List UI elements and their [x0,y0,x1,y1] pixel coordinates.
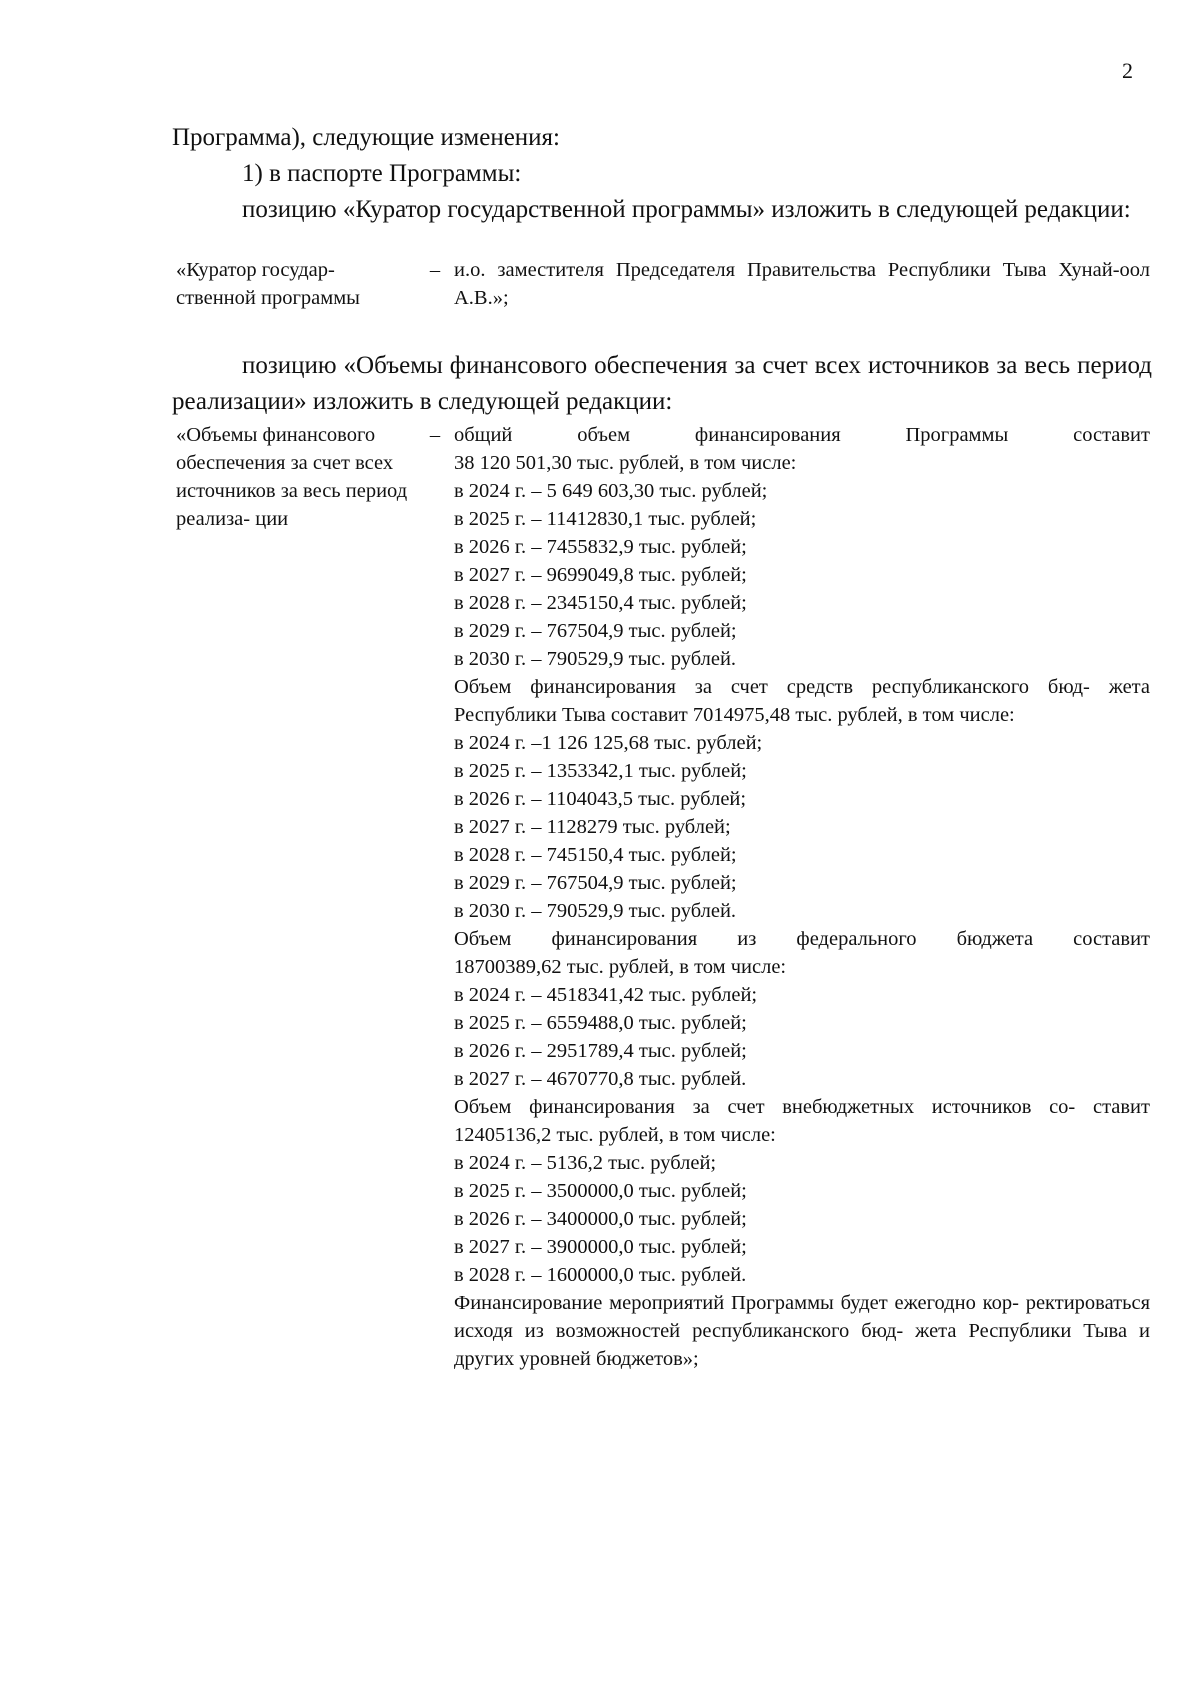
finance-row [176,421,1150,1373]
total-year-2025: в 2025 г. – 11412830,1 тыс. рублей; [454,508,757,530]
curator-value-text: и.о. заместителя Председателя Правительства Республики Тыва Хунай-оол А.В.»; [454,259,1150,309]
total-year-2026: в 2026 г. – 7455832,9 тыс. рублей; [454,536,747,558]
curator-dash: – [429,259,441,281]
intro-line-3: позицию «Куратор государственной программы» изложить в следующей редакции: [242,196,1131,223]
finance-intro: позицию «Объемы финансового обеспечения за счет всех источников за весь период реализации» изложить в следующей редакции: [172,352,1152,415]
page-number: 2 [1122,58,1133,83]
total-year-2024: в 2024 г. – 5 649 603,30 тыс. рублей; [454,480,768,502]
regional-year-2029: в 2029 г. – 767504,9 тыс. рублей; [454,872,737,894]
intro-block [172,120,1152,228]
extrabudget-year-2026: в 2026 г. – 3400000,0 тыс. рублей; [454,1208,747,1230]
regional-year-2026: в 2026 г. – 1104043,5 тыс. рублей; [454,788,747,810]
extrabudget-intro: Объем финансирования за счет внебюджетных источников со- ставит 12405136,2 тыс. рублей, в том числе: [454,1096,1150,1146]
federal-year-2027: в 2027 г. – 4670770,8 тыс. рублей. [454,1068,747,1090]
regional-year-2025: в 2025 г. – 1353342,1 тыс. рублей; [454,760,747,782]
federal-intro-line-2: 18700389,62 тыс. рублей, в том числе: [454,956,787,978]
closing-paragraph: Финансирование мероприятий Программы будет ежегодно кор- ректироваться исходя из возможностей республиканского бюд- жета Республики Тыва и других уровней бюджетов»; [454,1292,1150,1370]
regional-year-2027: в 2027 г. – 1128279 тыс. рублей; [454,816,731,838]
total-intro-line-2: 38 120 501,30 тыс. рублей, в том числе: [454,452,797,474]
extrabudget-year-2027: в 2027 г. – 3900000,0 тыс. рублей; [454,1236,747,1258]
regional-year-2030: в 2030 г. – 790529,9 тыс. рублей. [454,900,737,922]
curator-row [176,256,1150,312]
curator-label: «Куратор государ- ственной программы [176,259,360,309]
federal-intro-line-1: Объем финансирования из федерального бюджета составит [454,928,1150,950]
total-year-2029: в 2029 г. – 767504,9 тыс. рублей; [454,620,737,642]
curator-value [454,256,1150,312]
total-year-2027: в 2027 г. – 9699049,8 тыс. рублей; [454,564,747,586]
finance-intro-block [172,348,1152,420]
federal-year-2025: в 2025 г. – 6559488,0 тыс. рублей; [454,1012,747,1034]
finance-label: «Объемы финансового обеспечения за счет всех источников за весь период реализа- ции [176,424,408,530]
federal-year-2024: в 2024 г. – 4518341,42 тыс. рублей; [454,984,758,1006]
regional-year-2024: в 2024 г. –1 126 125,68 тыс. рублей; [454,732,763,754]
federal-year-2026: в 2026 г. – 2951789,4 тыс. рублей; [454,1040,747,1062]
total-year-2028: в 2028 г. – 2345150,4 тыс. рублей; [454,592,747,614]
intro-line-1: Программа), следующие изменения: [172,124,561,151]
finance-value [454,421,1150,1373]
intro-line-2: 1) в паспорте Программы: [242,160,522,187]
regional-intro: Объем финансирования за счет средств республиканского бюд- жета Республики Тыва составит 7014975,48 тыс. рублей, в том числе: [454,676,1150,726]
total-year-2030: в 2030 г. – 790529,9 тыс. рублей. [454,648,737,670]
extrabudget-year-2024: в 2024 г. – 5136,2 тыс. рублей; [454,1152,717,1174]
finance-dash: – [429,424,441,446]
regional-year-2028: в 2028 г. – 745150,4 тыс. рублей; [454,844,737,866]
total-intro-line-1: общий объем финансирования Программы составит [454,424,1150,446]
extrabudget-year-2025: в 2025 г. – 3500000,0 тыс. рублей; [454,1180,747,1202]
extrabudget-year-2028: в 2028 г. – 1600000,0 тыс. рублей. [454,1264,747,1286]
